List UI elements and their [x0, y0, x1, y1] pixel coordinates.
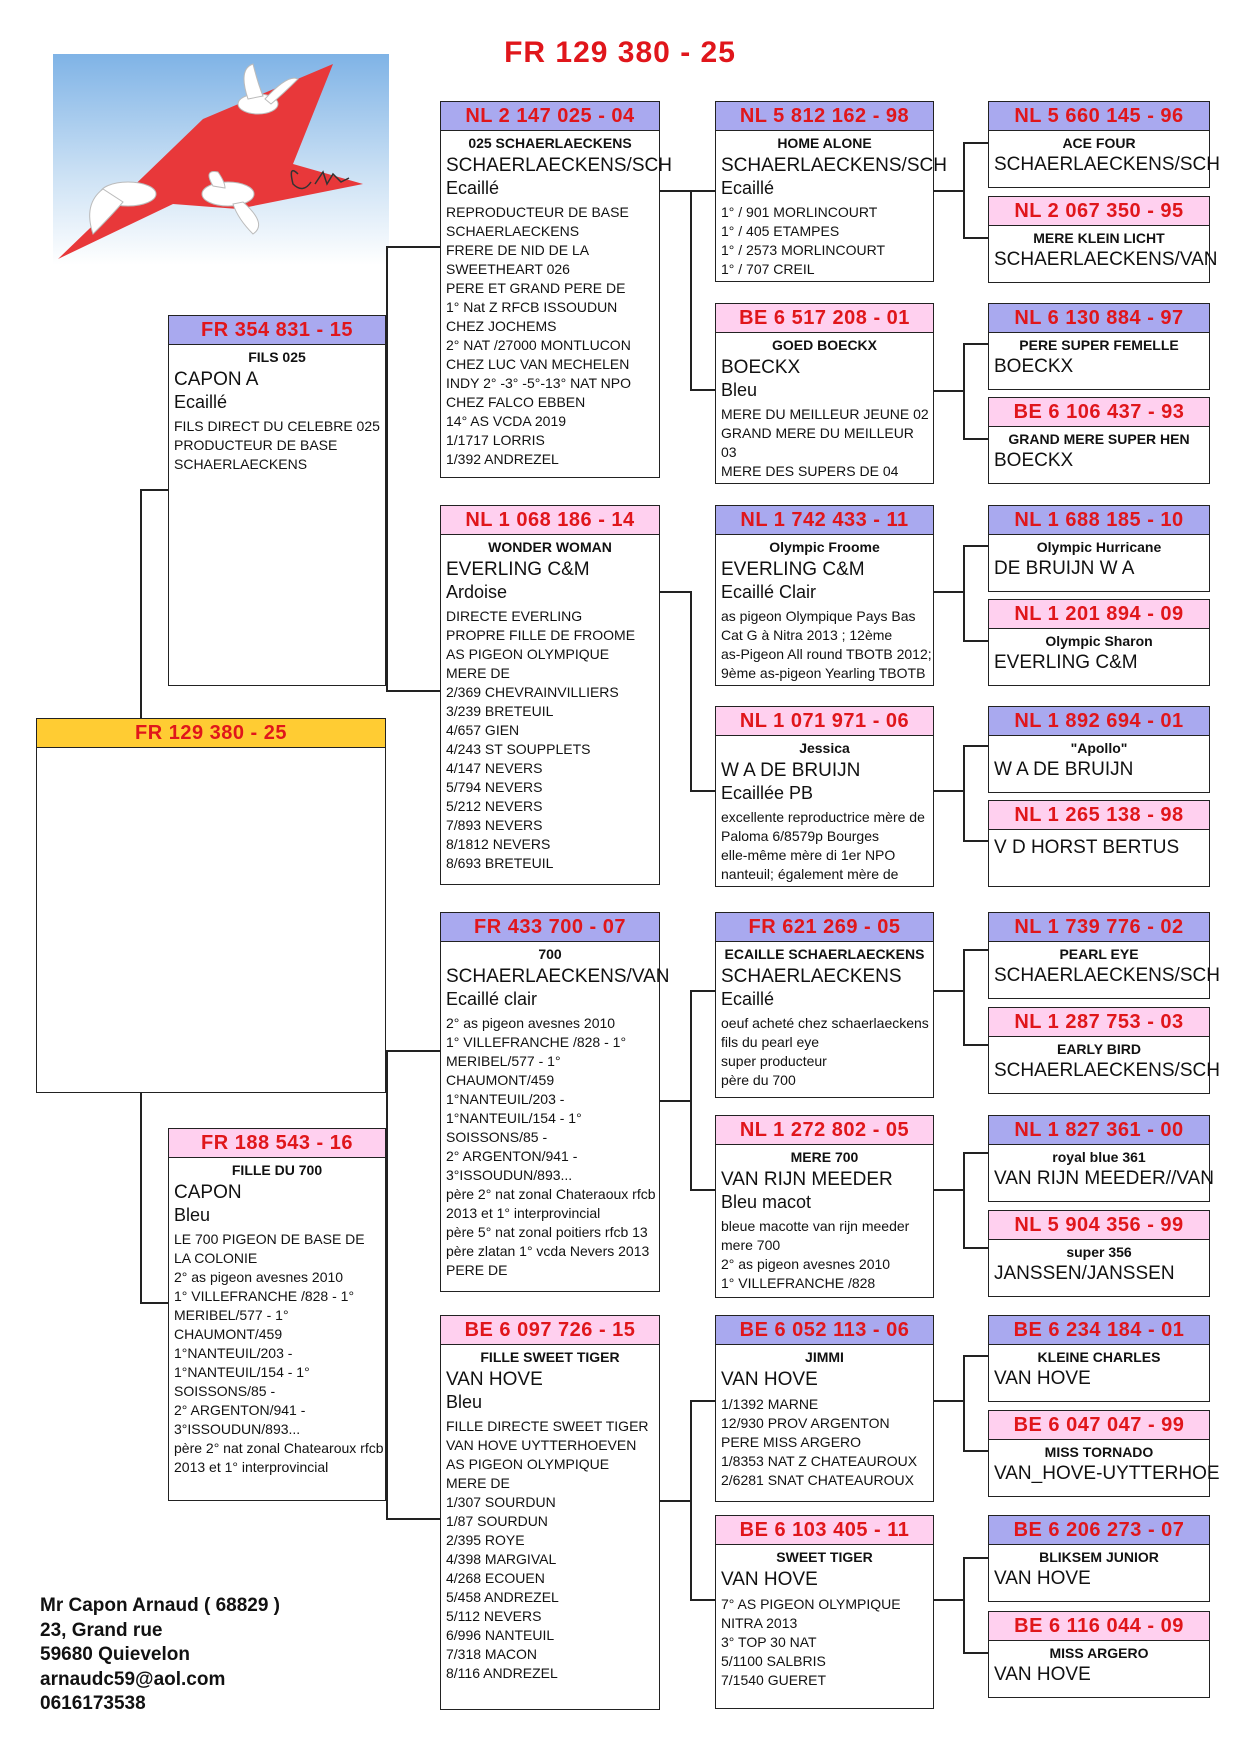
note-line: LA COLONIE [174, 1250, 258, 1266]
owner-city: 59680 Quievelon [40, 1644, 190, 1665]
ancestor-card [715, 1115, 934, 1298]
note-line: nanteuil; également mère de [721, 866, 899, 882]
note-line: 4/398 MARGIVAL [446, 1551, 557, 1567]
note-line: CHEZ LUC VAN MECHELEN [446, 356, 630, 372]
ring-number: NL 5 660 145 - 96 [989, 102, 1209, 131]
note-line: 4/268 ECOUEN [446, 1570, 545, 1586]
note-line: 7° AS PIGEON OLYMPIQUE [721, 1596, 901, 1612]
breeder: VAN_HOVE-UYTTERHOE [994, 1463, 1220, 1484]
note-line: excellente reproductrice mère de [721, 809, 925, 825]
note-line: 2/395 ROYE [446, 1532, 525, 1548]
note-line: PERE MISS ARGERO [721, 1434, 862, 1450]
sire-card [168, 315, 386, 686]
dove-right-icon [202, 182, 254, 206]
note-line: 8/693 BRETEUIL [446, 855, 554, 871]
pigeon-name: "Apollo" [1070, 740, 1128, 756]
granddam-maternal-card [440, 1315, 660, 1710]
note-line: LE 700 PIGEON DE BASE DE [174, 1231, 365, 1247]
ancestor-card-small [988, 706, 1210, 793]
note-line: Cat G à Nitra 2013 ; 12ème [721, 627, 893, 643]
pigeon-name: PEARL EYE [1059, 946, 1139, 962]
ring-number: NL 6 130 884 - 97 [989, 304, 1209, 333]
note-line: as-Pigeon All round TBOTB 2012; [721, 646, 932, 662]
plumage-color: Ecaillé [446, 178, 500, 198]
breeder: VAN RIJN MEEDER//VAN [994, 1168, 1214, 1189]
ring-number: NL 1 739 776 - 02 [989, 913, 1209, 942]
owner-name: Mr Capon Arnaud ( 68829 ) [40, 1595, 281, 1616]
ancestor-card-small [988, 912, 1220, 999]
owner-email[interactable]: arnaudc59@aol.com [40, 1668, 226, 1690]
ancestor-card-small [988, 800, 1210, 887]
breeder: SCHAERLAECKENS/VAN [994, 249, 1218, 270]
note-line: MERE DES SUPERS DE 04 [721, 463, 899, 479]
note-line: DIRECTE EVERLING [446, 608, 583, 624]
note-line: CHEZ FALCO EBBEN [446, 394, 586, 410]
ring-number: BE 6 097 726 - 15 [441, 1316, 659, 1345]
note-line: as pigeon Olympique Pays Bas [721, 608, 916, 624]
notes [446, 1417, 659, 1683]
note-line: 1°NANTEUIL/154 - 1° [446, 1110, 582, 1126]
ring-number: BE 6 116 044 - 09 [989, 1612, 1209, 1641]
subject-card [36, 718, 386, 1093]
ancestor-card-small [988, 1410, 1220, 1497]
pigeon-name: FILLE SWEET TIGER [480, 1349, 620, 1365]
ancestor-card-small [988, 303, 1210, 390]
breeder: SCHAERLAECKENS/VAN [446, 966, 670, 987]
note-line: père 2° nat zonal Chateraoux rfcb [446, 1186, 656, 1202]
breeder: DE BRUIJN W A [994, 558, 1135, 579]
pigeon-name: HOME ALONE [777, 135, 872, 151]
ancestor-card-small [988, 1315, 1210, 1402]
note-line: GRAND MERE DU MEILLEUR [721, 425, 914, 441]
ancestor-card-small [988, 196, 1218, 283]
ancestor-card-small [988, 397, 1210, 484]
note-line: CHEZ JOCHEMS [446, 318, 557, 334]
dam-card [168, 1128, 386, 1501]
note-line: 1° VILLEFRANCHE /828 - 1° [174, 1288, 355, 1304]
ring-number: FR 433 700 - 07 [441, 913, 659, 942]
ring-number: NL 1 287 753 - 03 [989, 1008, 1209, 1037]
plumage-color: Bleu [721, 380, 758, 400]
note-line: 1°NANTEUIL/203 - [174, 1345, 293, 1361]
ancestor-card-small [988, 1515, 1210, 1602]
note-line: 9ème as-pigeon Yearling TBOTB [721, 665, 926, 681]
ring-number: NL 1 742 433 - 11 [716, 506, 933, 535]
note-line: 7/893 NEVERS [446, 817, 543, 833]
breeder: BOECKX [994, 356, 1074, 377]
ring-number: NL 2 067 350 - 95 [989, 197, 1209, 226]
notes [721, 808, 933, 884]
pigeon-name: MERE KLEIN LICHT [1033, 230, 1165, 246]
pigeon-name: BLIKSEM JUNIOR [1039, 1549, 1159, 1565]
ancestor-card [715, 505, 934, 686]
notes [721, 203, 933, 279]
ring-number: NL 1 071 971 - 06 [716, 707, 933, 736]
note-line: CHAUMONT/459 [446, 1072, 555, 1088]
pigeon-name: FILS 025 [248, 349, 306, 365]
note-line: 1/1392 MARNE [721, 1396, 819, 1412]
note-line: 5/112 NEVERS [446, 1608, 542, 1624]
note-line: 1/1717 LORRIS [446, 432, 545, 448]
note-line: père 5° nat zonal poitiers rfcb 13 [446, 1224, 648, 1240]
ring-number: FR 188 543 - 16 [169, 1129, 385, 1158]
breeder: VAN HOVE [446, 1369, 543, 1390]
pigeon-name: Olympic Hurricane [1036, 539, 1162, 555]
ring-number: BE 6 106 437 - 93 [989, 398, 1209, 427]
pigeon-name: WONDER WOMAN [488, 539, 612, 555]
note-line: MERE DE [446, 1475, 510, 1491]
note-line: 8/116 ANDREZEL [446, 1665, 558, 1681]
breeder: SCHAERLAECKENS/SCH [446, 155, 672, 176]
note-line: 1°NANTEUIL/203 - [446, 1091, 565, 1107]
breeder: VAN HOVE [721, 1569, 818, 1590]
pigeon-name: ECAILLE SCHAERLAECKENS [724, 946, 925, 962]
plumage-color: Ecaillé clair [446, 989, 538, 1009]
notes [721, 405, 933, 481]
note-line: 7/318 MACON [446, 1646, 538, 1662]
breeder: JANSSEN/JANSSEN [994, 1263, 1175, 1284]
pigeon-name: GOED BOECKX [771, 337, 877, 353]
breeder: W A DE BRUIJN [721, 760, 861, 781]
note-line: SCHAERLAECKENS [446, 223, 580, 239]
ancestor-card [715, 1315, 934, 1502]
plumage-color: Ecaillé [721, 178, 775, 198]
ring-number: BE 6 517 208 - 01 [716, 304, 933, 333]
pigeon-name: PERE SUPER FEMELLE [1019, 337, 1179, 353]
note-line: 7/1540 GUERET [721, 1672, 827, 1688]
note-line: SOISSONS/85 - [446, 1129, 548, 1145]
note-line: 4/657 GIEN [446, 722, 520, 738]
note-line: SOISSONS/85 - [174, 1383, 276, 1399]
note-line: 1/307 SOURDUN [446, 1494, 556, 1510]
pigeon-name: FILLE DU 700 [231, 1162, 323, 1178]
breeder: SCHAERLAECKENS [721, 966, 902, 987]
note-line: 2° as pigeon avesnes 2010 [446, 1015, 616, 1031]
ancestor-card [715, 912, 934, 1098]
breeder: SCHAERLAECKENS/SCH [721, 155, 947, 176]
note-line: 6/996 NANTEUIL [446, 1627, 555, 1643]
note-line: AS PIGEON OLYMPIQUE [446, 1456, 610, 1472]
note-line: 5/212 NEVERS [446, 798, 543, 814]
ancestor-card-small [988, 1115, 1214, 1202]
note-line: PERE ET GRAND PERE DE [446, 280, 626, 296]
note-line: 3/239 BRETEUIL [446, 703, 554, 719]
ancestor-card-small [988, 1611, 1210, 1698]
plumage-color: Ecaillée PB [721, 783, 814, 803]
ring-number: NL 1 827 361 - 00 [989, 1116, 1209, 1145]
owner-phone: 0616173538 [40, 1693, 146, 1714]
notes [721, 607, 933, 683]
breeder: BOECKX [994, 450, 1074, 471]
notes [721, 1395, 933, 1490]
ring-number: FR 621 269 - 05 [716, 913, 933, 942]
note-line: 1°NANTEUIL/154 - 1° [174, 1364, 310, 1380]
breeder: VAN HOVE [994, 1568, 1091, 1589]
owner-contact [40, 1594, 280, 1717]
breeder: EVERLING C&M [721, 559, 865, 580]
note-line: 2° as pigeon avesnes 2010 [174, 1269, 344, 1285]
note-line: 12/930 PROV ARGENTON [721, 1415, 890, 1431]
note-line: père du 700 [721, 1072, 796, 1088]
pigeon-name: 025 SCHAERLAECKENS [468, 135, 632, 151]
note-line: 1° VILLEFRANCHE /828 - 1° [446, 1034, 627, 1050]
ring-number: NL 5 812 162 - 98 [716, 102, 933, 131]
plumage-color: Ardoise [446, 582, 508, 602]
ancestor-card [715, 101, 947, 282]
note-line: 5/794 NEVERS [446, 779, 543, 795]
note-line: MERE DU MEILLEUR JEUNE 02 [721, 406, 929, 422]
breeder: BOECKX [721, 357, 801, 378]
ancestor-card-small [988, 599, 1210, 686]
ring-number: NL 2 147 025 - 04 [441, 102, 659, 131]
pigeon-name: EARLY BIRD [1056, 1041, 1142, 1057]
pigeon-name: JIMMI [805, 1349, 844, 1365]
plumage-color: Bleu macot [721, 1192, 812, 1212]
ring-number: BE 6 103 405 - 11 [716, 1516, 933, 1545]
note-line: MERIBEL/577 - 1° [446, 1053, 561, 1069]
plumage-color: Bleu [446, 1392, 483, 1412]
breeder: VAN HOVE [721, 1369, 818, 1390]
note-line: 03 [721, 444, 737, 460]
plumage-color: Ecaillé [174, 392, 228, 412]
note-line: mere 700 [721, 1237, 781, 1253]
note-line: 2° ARGENTON/941 - [174, 1402, 306, 1418]
note-line: super producteur [721, 1053, 827, 1069]
ancestor-card [715, 303, 934, 484]
pigeon-name: GRAND MERE SUPER HEN [1008, 431, 1190, 447]
ancestor-card-small [988, 505, 1210, 592]
note-line: 1/8353 NAT Z CHATEAUROUX [721, 1453, 918, 1469]
plumage-color: Ecaillé Clair [721, 582, 817, 602]
note-line: Paloma 6/8579p Bourges [721, 828, 879, 844]
ring-number: FR 354 831 - 15 [169, 316, 385, 345]
note-line: père 2° nat zonal Chatearoux rfcb [174, 1440, 384, 1456]
notes [721, 1595, 933, 1690]
pigeon-name: MISS ARGERO [1049, 1645, 1149, 1661]
breeder: SCHAERLAECKENS/SCH [994, 1060, 1220, 1081]
note-line: 2° ARGENTON/941 - [446, 1148, 578, 1164]
grandsire-maternal-card [440, 912, 670, 1292]
note-line: 3° TOP 30 NAT [721, 1634, 817, 1650]
note-line: INDY 2° -3° -5°-13° NAT NPO [446, 375, 632, 391]
breeder: EVERLING C&M [994, 652, 1138, 673]
breeder: SCHAERLAECKENS/SCH [994, 154, 1220, 175]
note-line: FILLE DIRECTE SWEET TIGER [446, 1418, 649, 1434]
pigeon-name: Olympic Froome [769, 539, 880, 555]
breeder: W A DE BRUIJN [994, 759, 1134, 780]
note-line: 4/243 ST SOUPPLETS [446, 741, 591, 757]
breeder: SCHAERLAECKENS/SCH [994, 965, 1220, 986]
ring-number: BE 6 234 184 - 01 [989, 1316, 1209, 1345]
note-line: MERE DE [446, 665, 510, 681]
note-line: PERE DE [446, 1262, 508, 1278]
pigeon-name: royal blue 361 [1052, 1149, 1146, 1165]
ring-number: NL 1 688 185 - 10 [989, 506, 1209, 535]
plumage-color: Bleu [174, 1205, 211, 1225]
ring-number: NL 1 892 694 - 01 [989, 707, 1209, 736]
note-line: 2013 et 1° interprovincial [174, 1459, 329, 1475]
note-line: PRODUCTEUR DE BASE [174, 437, 338, 453]
notes [174, 417, 385, 474]
breeder: VAN RIJN MEEDER [721, 1169, 893, 1190]
owner-street: 23, Grand rue [40, 1619, 163, 1641]
notes [446, 1014, 659, 1280]
notes [174, 1230, 385, 1477]
breeder: V D HORST BERTUS [994, 837, 1180, 858]
note-line: elle-même mère di 1er NPO [721, 847, 896, 863]
note-line: 2/369 CHEVRAINVILLIERS [446, 684, 619, 700]
pigeon-name: Jessica [799, 740, 850, 756]
note-line: 2/6281 SNAT CHATEAUROUX [721, 1472, 914, 1488]
note-line: 1° Nat Z RFCB ISSOUDUN [446, 299, 618, 315]
note-line: CHAUMONT/459 [174, 1326, 283, 1342]
ancestor-card [715, 1515, 934, 1709]
notes [446, 607, 659, 873]
pigeon-name: SWEET TIGER [776, 1549, 873, 1565]
note-line: SCHAERLAECKENS [174, 456, 308, 472]
note-line: 2013 et 1° interprovincial [446, 1205, 601, 1221]
note-line: fils du pearl eye [721, 1034, 820, 1050]
ring-number: NL 1 272 802 - 05 [716, 1116, 933, 1145]
note-line: FILS DIRECT DU CELEBRE 025 [174, 418, 380, 434]
note-line: 2° NAT /27000 MONTLUCON [446, 337, 631, 353]
pigeon-name: 700 [538, 946, 562, 962]
note-line: 3°ISSOUDUN/893... [174, 1421, 301, 1437]
pigeon-name: ACE FOUR [1062, 135, 1136, 151]
note-line: 8/1812 NEVERS [446, 836, 551, 852]
note-line: 1/392 ANDREZEL [446, 451, 559, 467]
note-line: 4/147 NEVERS [446, 760, 543, 776]
note-line: SWEETHEART 026 [446, 261, 570, 277]
pigeon-name: KLEINE CHARLES [1037, 1349, 1161, 1365]
note-line: 3°ISSOUDUN/893... [446, 1167, 573, 1183]
note-line: VAN HOVE UYTTERHOEVEN [446, 1437, 637, 1453]
breeder: CAPON A [174, 369, 259, 390]
ancestor-card [715, 706, 934, 887]
pigeon-name: super 356 [1066, 1244, 1132, 1260]
ring-number: BE 6 047 047 - 99 [989, 1411, 1209, 1440]
note-line: 1° / 2573 MORLINCOURT [721, 242, 886, 258]
ring-number: NL 1 201 894 - 09 [989, 600, 1209, 629]
note-line: 1° / 405 ETAMPES [721, 223, 840, 239]
breeder: EVERLING C&M [446, 559, 590, 580]
note-line: NITRA 2013 [721, 1615, 798, 1631]
note-line: AS PIGEON OLYMPIQUE [446, 646, 610, 662]
note-line: 1/87 SOURDUN [446, 1513, 548, 1529]
note-line: oeuf acheté chez schaerlaeckens [721, 1015, 929, 1031]
ancestor-card-small [988, 101, 1220, 188]
note-line: FRERE DE NID DE LA [446, 242, 590, 258]
pigeon-name: MERE 700 [790, 1149, 859, 1165]
note-line: PROPRE FILLE DE FROOME [446, 627, 636, 643]
pigeon-name: Olympic Sharon [1045, 633, 1153, 649]
ancestor-card-small [988, 1210, 1210, 1297]
note-line: REPRODUCTEUR DE BASE [446, 204, 629, 220]
loft-logo [53, 54, 389, 265]
note-line: père zlatan 1° vcda Nevers 2013 [446, 1243, 650, 1259]
note-line: bleue macotte van rijn meeder [721, 1218, 910, 1234]
note-line: 1° / 707 CREIL [721, 261, 815, 277]
ring-number: BE 6 206 273 - 07 [989, 1516, 1209, 1545]
notes [721, 1217, 933, 1293]
pigeon-name: MISS TORNADO [1044, 1444, 1154, 1460]
plumage-color: Ecaillé [721, 989, 775, 1009]
notes [721, 1014, 933, 1090]
granddam-paternal-card [440, 505, 660, 885]
note-line: MERIBEL/577 - 1° [174, 1307, 289, 1323]
note-line: 2° as pigeon avesnes 2010 [721, 1256, 891, 1272]
note-line: 1° VILLEFRANCHE /828 [721, 1275, 876, 1291]
ring-number: BE 6 052 113 - 06 [716, 1316, 933, 1345]
ring-number: NL 1 068 186 - 14 [441, 506, 659, 535]
ring-number: NL 5 904 356 - 99 [989, 1211, 1209, 1240]
grandsire-paternal-card [440, 101, 672, 478]
ancestor-card-small [988, 1007, 1220, 1094]
ring-number: FR 129 380 - 25 [37, 719, 385, 748]
note-line: 14° AS VCDA 2019 [446, 413, 567, 429]
pedigree-title: FR 129 380 - 25 [504, 36, 736, 69]
breeder: CAPON [174, 1182, 242, 1203]
note-line: 5/458 ANDREZEL [446, 1589, 559, 1605]
note-line: 1° / 901 MORLINCOURT [721, 204, 878, 220]
ring-number: NL 1 265 138 - 98 [989, 801, 1209, 830]
note-line: 5/1100 SALBRIS [721, 1653, 826, 1669]
breeder: VAN HOVE [994, 1664, 1091, 1685]
notes [446, 203, 659, 469]
breeder: VAN HOVE [994, 1368, 1091, 1389]
